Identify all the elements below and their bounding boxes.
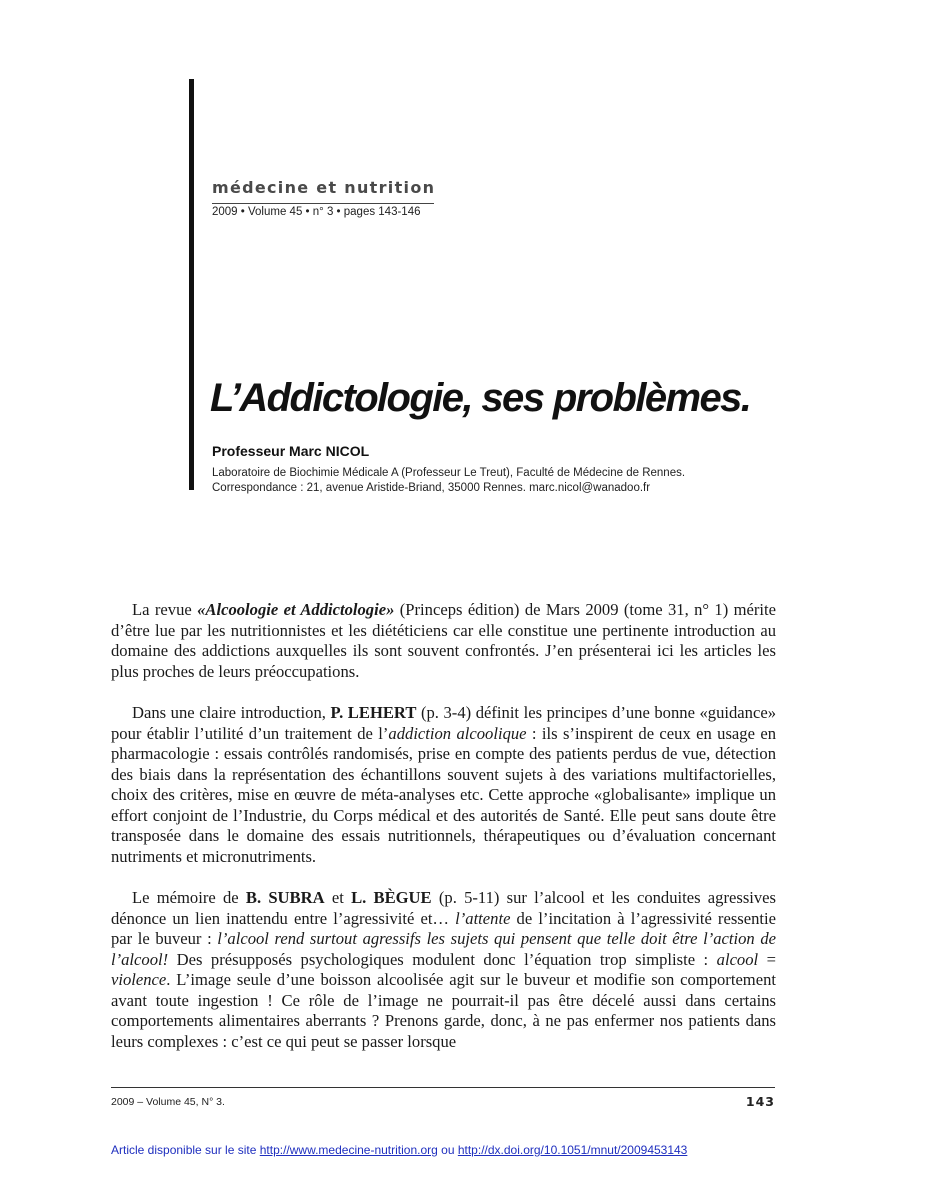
text-run: (p. 5-11) sur l’alcool et les conduites agressives dénonce un lien inattendu entre l’agressivité et… [111,888,777,928]
text-run: . L’image seule d’une boisson alcoolisée agit sur le buveur et modifie son comportement avant toute ingestion ! Ce rôle de l’image ne pourrait-il pas être décelé aussi dans certains comportements alimentaires aberrants ? Prenons garde, donc, à ne pas enfermer nos patients dans leurs complexes : c’est ce qui peut se passer lorsque [111,970,776,1051]
paragraph-3 [111,888,776,1052]
journal-name: médecine et nutrition [212,178,436,197]
text-run: «Alcoologie et Addictologie» [197,600,395,619]
footer-issue: 2009 – Volume 45, N° 3. [111,1096,225,1108]
text-run: (p. 3-4) définit les principes d’une bonne «guidance» pour établir l’utilité d’un traitement de l’ [111,703,776,743]
text-run: : ils s’inspirent de ceux en usage en pharmacologie : essais contrôlés randomisés, prise en compte des patients perdus de vue, détection des biais dans la représentation des échantillons souvent sujets à des variations multifactorielles, choix des critères, mise en œuvre de méta-analyses etc. Cette approche «globalisante» implique un effort conjoint de l’Industrie, du Corps médical et des autorités de Santé. Elle peut sans doute être transposée dans le domaine des essais nutritionnels, thérapeutiques ou d’évaluation concernant nutriments et micronutriments. [111,723,777,866]
text-run: (Princeps édition) de Mars 2009 (tome 31, n° 1) mérite d’être lue par les nutritionnistes et les diététiciens car elle constitue une pertinente introduction au domaine des addictions auxquelles ils sont souvent confrontés. J’en présenterai ici les articles les plus proches de leurs préoccupations. [111,600,777,681]
text-run: l’alcool rend surtout agressifs les sujets qui pensent que telle doit être l’action de l’alcool! [111,929,776,969]
doi-link[interactable]: http://dx.doi.org/10.1051/mnut/2009453143 [457,1143,688,1157]
author-affiliation-block [212,466,685,496]
issue-info: 2009 • Volume 45 • n° 3 • pages 143-146 [212,203,434,218]
paragraph-1 [111,600,776,682]
article-title: L’Addictologie, ses problèmes. [210,376,751,420]
text-run: Le mémoire de [132,888,246,907]
text-run: de l’incitation à l’agressivité ressentie par le buveur : [111,908,776,948]
text-run: Dans une claire introduction, [132,703,331,722]
text-run: La revue [132,600,198,619]
text-run: alcool [716,949,759,969]
article-author: Professeur Marc NICOL [212,443,370,459]
text-run: P. LEHERT [330,703,417,722]
correspondence-line: Correspondance : 21, avenue Aristide-Briand, 35000 Rennes. marc.nicol@wanadoo.fr [212,482,651,494]
footer-rule [111,1087,775,1088]
availability-prefix: Article disponible sur le site [111,1143,260,1157]
paragraph-2 [111,703,776,867]
text-run: L. BÈGUE [351,888,432,907]
text-run: l’attente [455,908,511,928]
availability-middle: ou [437,1143,458,1157]
page-number: 143 [745,1094,775,1109]
header-vertical-bar [189,79,194,490]
journal-site-link[interactable]: http://www.medecine-nutrition.org [259,1143,438,1157]
text-run: et [324,888,352,907]
text-run: addiction alcoolique [388,723,527,743]
text-run: violence [111,970,167,989]
text-run: Des présupposés psychologiques modulent donc l’équation trop simpliste : [168,949,717,969]
affiliation-line: Laboratoire de Biochimie Médicale A (Professeur Le Treut), Faculté de Médecine de Rennes. [212,467,686,479]
text-run: B. SUBRA [245,888,325,907]
text-run: = [758,949,776,969]
availability-line [111,1143,687,1157]
article-body [111,600,776,1073]
